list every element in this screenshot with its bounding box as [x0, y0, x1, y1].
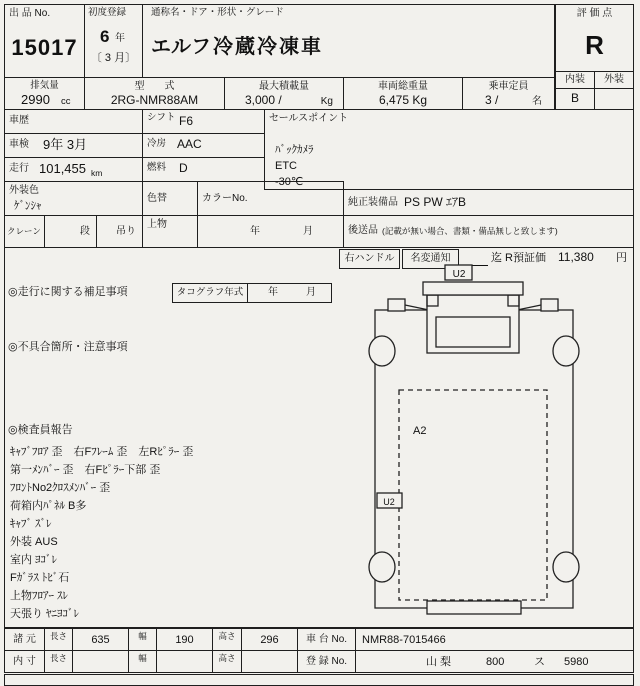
inspection-label: 車検	[9, 139, 29, 150]
length-label: 長さ	[49, 631, 67, 641]
displacement-unit: cc	[61, 96, 71, 107]
capacity-box	[462, 77, 555, 110]
crane-label: クレーン	[7, 226, 41, 236]
chassis-no-label-box	[297, 628, 356, 651]
displacement-value: 2990	[21, 92, 50, 107]
grade-label: 評 価 点	[576, 8, 613, 19]
displacement-box	[4, 77, 85, 110]
inspector-header: ◎検査員報告	[8, 424, 73, 436]
sales-point-1: ﾊﾞｯｸｶﾒﾗ	[275, 144, 314, 156]
recycle-deposit-value: 11,380	[558, 250, 594, 264]
color-change-box	[142, 181, 198, 216]
mileage-note-header: ◎走行に関する補足事項	[8, 286, 128, 298]
inspector-line: ﾌﾛﾝﾄNo2ｸﾛｽﾒﾝﾊﾞｰ 歪	[10, 482, 111, 494]
first-registration-label: 初度登録	[88, 7, 127, 18]
recycle-deposit-unit: 円	[616, 252, 627, 264]
chassis-no-value-box	[355, 628, 634, 651]
damage-label-side: U2	[383, 497, 395, 507]
gross-weight-box	[343, 77, 463, 110]
clipped-bottom-row	[4, 674, 634, 686]
interior-grade-box	[555, 71, 595, 110]
registration-no-label: 登 録 No.	[305, 656, 348, 667]
length-label-box	[44, 628, 73, 651]
interior-grade-value: B	[570, 91, 579, 105]
right-mirror-arm	[517, 305, 541, 310]
inspector-line: 天張り ﾔﾆﾖｺﾞﾚ	[10, 608, 80, 620]
length-value: 635	[91, 634, 110, 646]
model-code-box	[84, 77, 225, 110]
registration-number: 5980	[564, 656, 589, 668]
registration-area: 山 梨	[426, 656, 452, 668]
oem-equipment-label: 純正装備品	[348, 197, 398, 208]
sales-point-box	[264, 109, 634, 190]
inspection-value: 9年 3月	[43, 137, 88, 152]
aircon-label: 冷房	[147, 138, 167, 149]
history-box	[4, 109, 143, 134]
crane-hang-label: 吊り	[116, 226, 136, 237]
vehicle-name-header: 通称名・ドア・形状・グレード	[151, 7, 284, 18]
crane-box	[4, 215, 45, 248]
inner-width-label: 幅	[138, 653, 147, 663]
mileage-box	[4, 157, 143, 182]
crane-hang-box	[96, 215, 143, 248]
registration-class: 800	[486, 656, 505, 668]
rear-left-wheel	[369, 552, 395, 582]
model-code-label: 型 式	[134, 81, 175, 92]
height-label: 高さ	[218, 631, 236, 641]
inner-height-value-box	[241, 650, 298, 673]
damage-label-top: U2	[452, 269, 466, 280]
body-year-label: 年	[250, 226, 260, 237]
cab-outline	[427, 295, 519, 353]
aircon-value: AAC	[177, 137, 202, 151]
shift-value: F6	[179, 114, 194, 128]
first-registration-box	[84, 4, 143, 78]
exterior-color-box	[4, 181, 143, 216]
capacity-unit: 名	[532, 96, 542, 107]
fuel-box	[142, 157, 265, 182]
inspector-line: 外装 AUS	[10, 536, 58, 548]
history-label: 車歴	[9, 115, 29, 126]
inspection-box	[4, 133, 143, 158]
inspector-line: 第一ﾒﾝﾊﾞｰ 歪 右Fﾋﾟﾗｰ下部 歪	[10, 464, 161, 476]
chassis-no-value: NMR88-7015466	[362, 634, 446, 646]
crane-step-box	[44, 215, 97, 248]
payload-value: 3,000 /	[245, 93, 282, 107]
inner-width-label-box	[128, 650, 157, 673]
oem-equipment-box	[343, 189, 634, 216]
first-registration-year: 6	[100, 27, 110, 46]
inner-length-label: 長さ	[49, 653, 67, 663]
registration-no-value-box	[355, 650, 634, 673]
exterior-color-label: 外装色	[9, 185, 39, 196]
name-change-label: 名変通知	[410, 253, 451, 264]
tachograph-year-month-box	[247, 283, 332, 303]
interior-label: 内装	[556, 72, 594, 89]
rear-right-wheel	[553, 552, 579, 582]
dimensions-label: 諸 元	[13, 634, 36, 645]
lot-number-label: 出 品 No.	[9, 8, 51, 19]
payload-box	[224, 77, 344, 110]
inner-length-value-box	[72, 650, 129, 673]
sales-point-header: セールスポイント	[269, 113, 349, 124]
tachograph-label: タコグラフ年式	[176, 287, 244, 298]
inspector-line: ｷｬﾌﾞﾌﾛｱ 歪 右Fﾌﾚｰﾑ 歪 左Rﾋﾟﾗｰ 歪	[10, 446, 194, 458]
inner-height-label-box	[212, 650, 242, 673]
fuel-label: 燃料	[147, 162, 167, 173]
later-items-note: (記載が無い場合、書類・備品無しと致します)	[382, 226, 558, 236]
inner-height-label: 高さ	[218, 653, 236, 663]
shift-label: シフト	[147, 112, 176, 123]
tachograph-box	[172, 283, 248, 303]
later-items-label: 後送品	[348, 225, 378, 236]
width-label: 幅	[138, 631, 147, 641]
defect-header: ◎不具合箇所・注意事項	[8, 341, 128, 353]
later-items-box	[343, 215, 634, 248]
registration-kana: ス	[534, 656, 545, 668]
exterior-grade-box	[594, 71, 634, 110]
truck-diagram	[333, 262, 633, 624]
height-value-box	[241, 628, 298, 651]
length-value-box	[72, 628, 129, 651]
mileage-label: 走行	[9, 163, 29, 174]
tachograph-month-label: 月	[306, 287, 316, 298]
cargo-interior-dashed	[399, 390, 547, 600]
color-no-label: カラーNo.	[202, 193, 248, 204]
aircon-box	[142, 133, 265, 158]
lot-number-value: 15017	[11, 35, 78, 60]
payload-unit: Kg	[320, 96, 333, 107]
gross-weight-label: 車両総重量	[378, 81, 428, 92]
width-label-box	[128, 628, 157, 651]
mileage-value: 101,455	[39, 161, 86, 176]
capacity-label: 乗車定員	[488, 81, 529, 92]
grade-box	[555, 4, 634, 72]
exterior-label: 外装	[595, 72, 633, 89]
inspector-line: 荷箱内ﾊﾟﾈﾙ B多	[10, 500, 87, 512]
tachograph-year-label: 年	[268, 287, 278, 298]
body-equipment-box	[142, 215, 198, 248]
width-value: 190	[175, 634, 194, 646]
height-label-box	[212, 628, 242, 651]
damage-label-center: A2	[413, 425, 427, 437]
height-value: 296	[260, 634, 279, 646]
color-change-label: 色替	[147, 193, 167, 204]
model-code-value: 2RG-NMR88AM	[110, 93, 199, 107]
gross-weight-value: 6,475 Kg	[378, 93, 428, 107]
displacement-label: 排気量	[30, 80, 59, 91]
exterior-color-value: ｹﾞﾝｼｬ	[14, 200, 42, 212]
left-mirror-arm	[405, 305, 429, 310]
registration-no-label-box	[297, 650, 356, 673]
until-label: 迄	[491, 252, 502, 264]
inner-dims-label: 内 寸	[13, 656, 36, 667]
vehicle-body-type: 冷蔵冷凍車	[213, 36, 323, 58]
dimensions-row-label-box	[4, 628, 45, 651]
steering-label: 右ハンドル	[344, 253, 395, 264]
first-registration-month: 〔 3 月〕	[90, 52, 137, 64]
mileage-unit: km	[91, 168, 103, 178]
inspector-line: 室内 ﾖｺﾞﾚ	[10, 554, 58, 566]
inspector-line: Fｶﾞﾗｽ ﾄﾋﾞ石	[10, 572, 70, 584]
inner-width-value-box	[156, 650, 213, 673]
body-month-label: 月	[303, 226, 313, 237]
inner-length-label-box	[44, 650, 73, 673]
front-right-wheel	[553, 336, 579, 366]
front-left-wheel	[369, 336, 395, 366]
inspector-line: ｷｬﾌﾞ ｽﾞﾚ	[10, 518, 52, 530]
sales-point-3: -30℃	[275, 176, 304, 188]
recycle-deposit-label: R預証価	[505, 252, 546, 264]
oem-equipment-value: PS PW ｴｱB	[404, 195, 467, 209]
vehicle-name: エルフ	[151, 36, 211, 58]
chassis-no-label: 車 台 No.	[305, 634, 348, 645]
shift-box	[142, 109, 265, 134]
inspector-line: 上物ﾌﾛｱｰ ｽﾚ	[10, 590, 69, 602]
capacity-value: 3 /	[485, 93, 499, 107]
rear-bumper	[427, 601, 521, 614]
fuel-value: D	[179, 161, 188, 175]
front-bumper	[423, 282, 523, 295]
width-value-box	[156, 628, 213, 651]
vehicle-name-box	[142, 4, 555, 78]
sales-point-2: ETC	[275, 160, 297, 172]
body-year-month-box	[197, 215, 344, 248]
inner-dims-row-label-box	[4, 650, 45, 673]
truck-body-outline	[375, 310, 573, 608]
payload-label: 最大積載量	[259, 81, 309, 92]
lot-number-box	[4, 4, 85, 78]
grade-value: R	[585, 30, 604, 60]
body-equipment-label: 上物	[147, 219, 167, 230]
left-mirror	[388, 299, 405, 311]
crane-step-label: 段	[80, 226, 90, 237]
right-mirror	[541, 299, 558, 311]
first-registration-year-unit: 年	[115, 33, 125, 44]
